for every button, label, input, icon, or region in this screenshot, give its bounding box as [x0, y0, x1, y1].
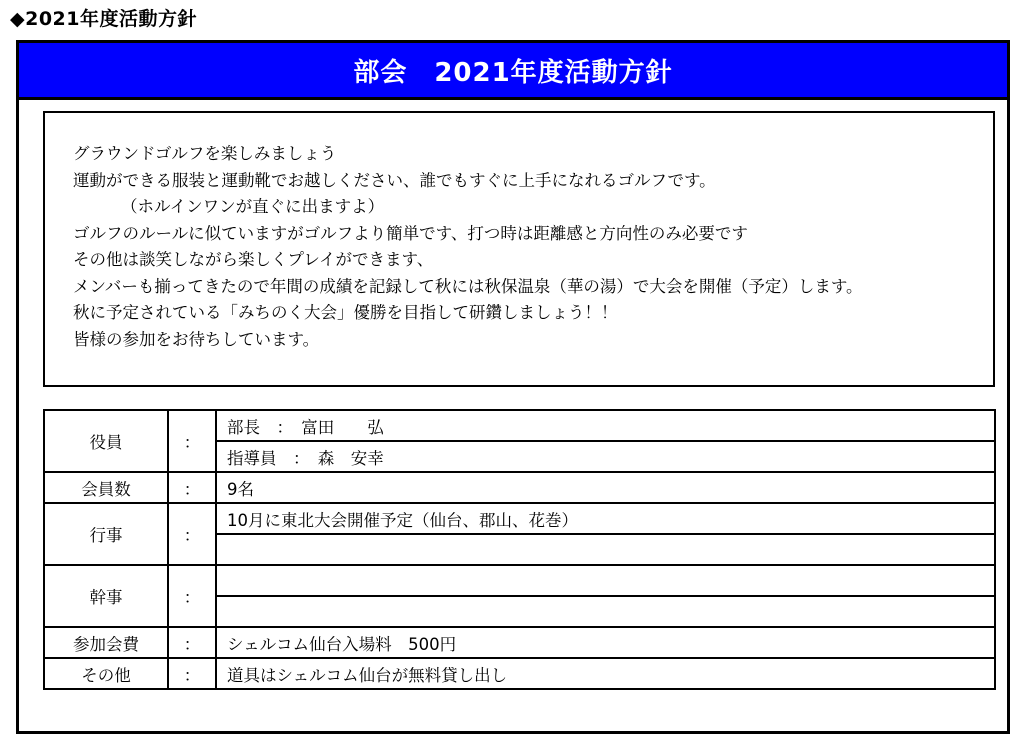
- intro-line: 秋に予定されている「みちのく大会」優勝を目指して研鑽しましょう！！: [73, 303, 618, 322]
- row-colon: ：: [168, 627, 216, 658]
- intro-line: グラウンドゴルフを楽しみましょう: [73, 144, 337, 163]
- intro-line: （ホルインワンが直ぐに出ますよ）: [121, 197, 385, 216]
- events-value: 10月に東北大会開催予定（仙台、郡山、花巻）: [216, 503, 995, 534]
- table-row: [44, 565, 995, 596]
- other-value: 道具はシェルコム仙台が無料貸し出し: [216, 658, 995, 689]
- events-value: [216, 534, 995, 565]
- row-label-events: 行事: [44, 503, 168, 565]
- secretary-value: [216, 565, 995, 596]
- table-row: [44, 503, 995, 534]
- table-row: [44, 410, 995, 441]
- row-colon: ：: [168, 658, 216, 689]
- officer-value: 部長 ： 富田 弘: [216, 410, 995, 441]
- row-label-other: その他: [44, 658, 168, 689]
- policy-frame: [16, 40, 1010, 734]
- row-colon: ：: [168, 410, 216, 472]
- intro-line: ゴルフのルールに似ていますがゴルフより簡単です、打つ時は距離感と方向性のみ必要です: [73, 223, 748, 243]
- row-label-fee: 参加会費: [44, 627, 168, 658]
- members-value: 9名: [216, 472, 995, 503]
- banner-title: 部会 2021年度活動方針: [19, 43, 1007, 100]
- row-colon: ：: [168, 503, 216, 565]
- intro-line: その他は談笑しながら楽しくプレイができます、: [73, 250, 434, 269]
- officer-value: 指導員 ： 森 安幸: [216, 441, 995, 472]
- row-colon: ：: [168, 472, 216, 503]
- table-row: [44, 658, 995, 689]
- row-label-secretary: 幹事: [44, 565, 168, 627]
- intro-line: 皆様の参加をお待ちしています。: [73, 329, 320, 349]
- row-label-officers: 役員: [44, 410, 168, 472]
- secretary-value: [216, 596, 995, 627]
- table-row: [44, 627, 995, 658]
- fee-value: シェルコム仙台入場料 500円: [216, 627, 995, 658]
- intro-line: 運動ができる服装と運動靴でお越しください、誰でもすぐに上手になれるゴルフです。: [73, 170, 716, 190]
- info-table: [43, 409, 996, 690]
- page-heading: ◆2021年度活動方針: [10, 8, 197, 30]
- row-colon: ：: [168, 565, 216, 627]
- intro-box: [43, 111, 995, 387]
- row-label-members: 会員数: [44, 472, 168, 503]
- table-row: [44, 472, 995, 503]
- intro-line: メンバーも揃ってきたので年間の成績を記録して秋には秋保温泉（華の湯）で大会を開催（予定）します。: [73, 276, 863, 296]
